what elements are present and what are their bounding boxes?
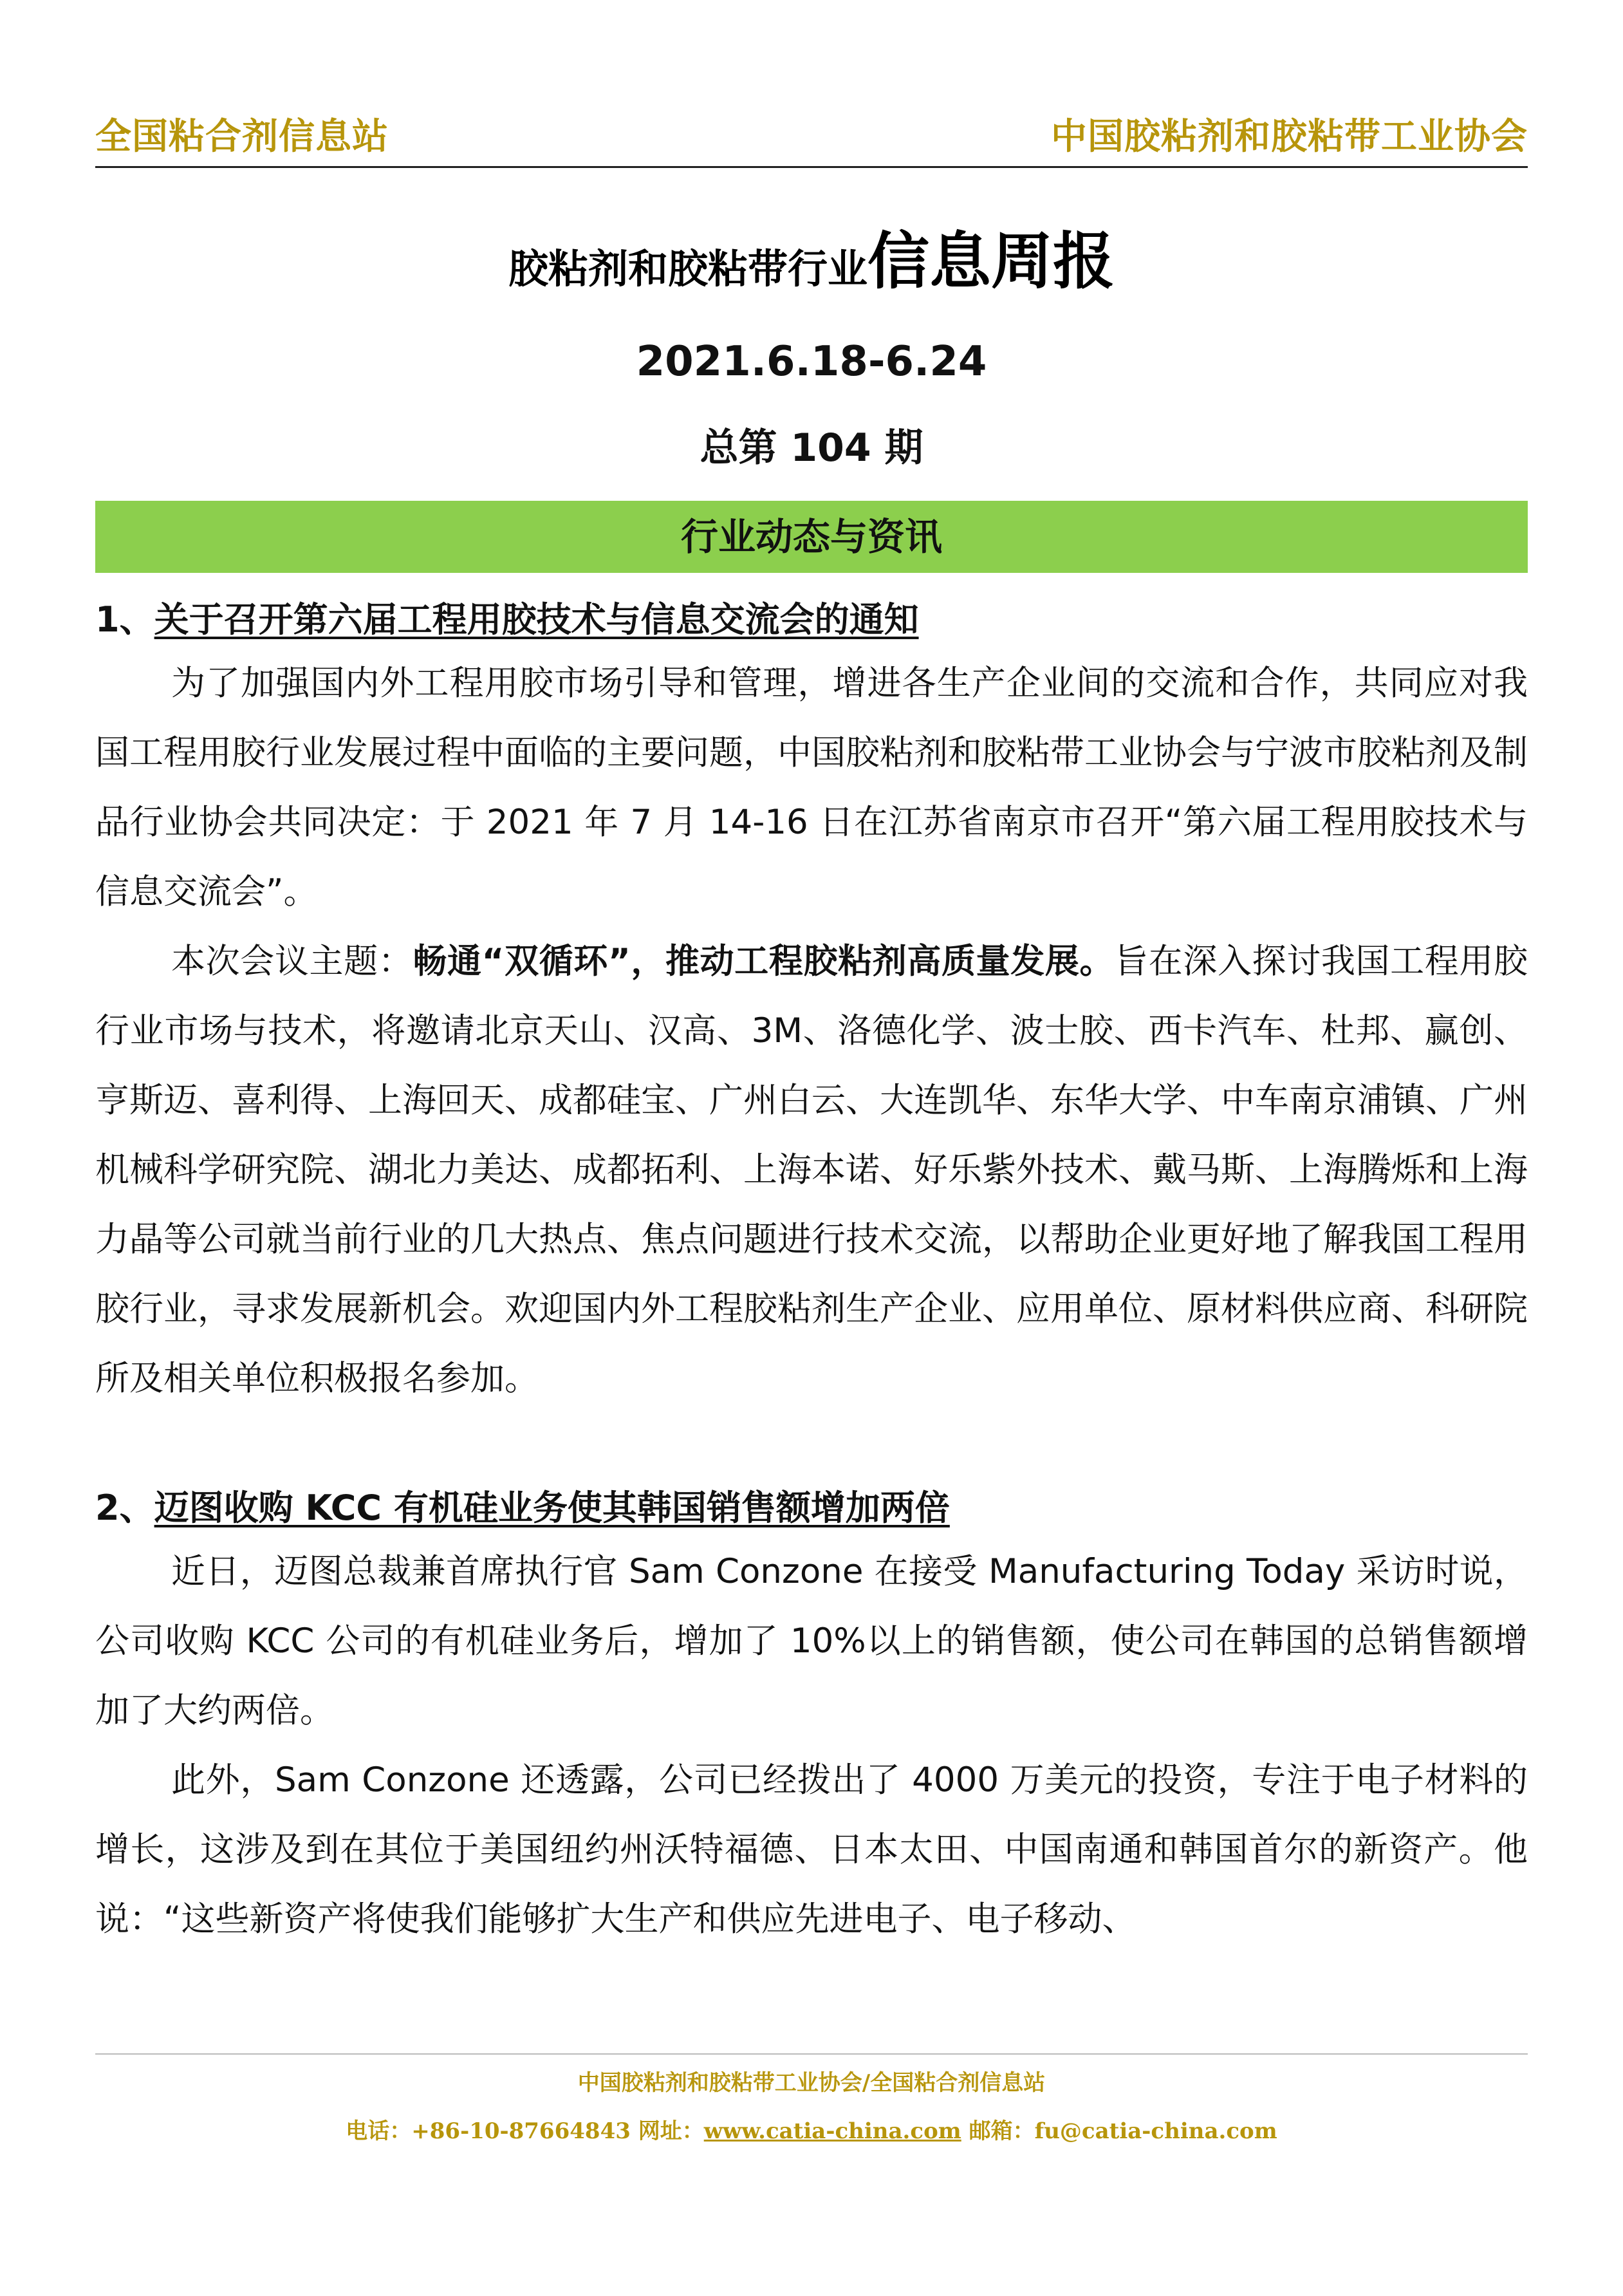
- header-left-title: 全国粘合剂信息站: [95, 115, 389, 158]
- article-2-heading: [95, 1480, 1528, 1530]
- article-1-p2-lead: 本次会议主题：: [171, 942, 413, 981]
- article-2-paragraph-2: 此外，Sam Conzone 还透露，公司已经拨出了 4000 万美元的投资，专注于电子材料的增长，这涉及到在其位于美国纽约州沃特福德、日本太田、中国南通和韩国首尔的新资产。他说：“这些新资产将使我们能够扩大生产和供应先进电子、电子移动、: [95, 1760, 1528, 1939]
- footer-organization: 中国胶粘剂和胶粘带工业协会/全国粘合剂信息站: [577, 2070, 1046, 2096]
- date-range: 2021.6.18-6.24: [636, 338, 987, 386]
- website-label: 网址：: [638, 2118, 704, 2144]
- article-1-number: 1、: [95, 599, 154, 640]
- issue-number: 总第 104 期: [700, 425, 923, 471]
- article-1-heading: [95, 592, 1528, 642]
- section-band: 行业动态与资讯: [95, 501, 1528, 573]
- article-2-title: 迈图收购 KCC 有机硅业务使其韩国销售额增加两倍: [154, 1488, 950, 1528]
- report-title: [0, 212, 1623, 301]
- report-title-big: 信息周报: [867, 225, 1115, 297]
- article-1-title: 关于召开第六届工程用胶技术与信息交流会的通知: [154, 599, 919, 640]
- footer-divider: [95, 2053, 1528, 2055]
- page-header: [95, 109, 1528, 168]
- footer-contact: [0, 2113, 1623, 2145]
- phone-label: 电话：: [346, 2118, 412, 2144]
- article-1-paragraph-2: [95, 927, 1528, 1414]
- email-label: 邮箱：: [969, 2118, 1035, 2144]
- article-1-paragraph-1: 为了加强国内外工程用胶市场引导和管理，增进各生产企业间的交流和合作，共同应对我国工程用胶行业发展过程中面临的主要问题，中国胶粘剂和胶粘带工业协会与宁波市胶粘剂及制品行业协会共同决定：于 2021 年 7 月 14-16 日在江苏省南京市召开“第六届工程用胶技术与信息交流会”。: [95, 664, 1528, 911]
- phone-number: +86-10-87664843: [411, 2118, 631, 2144]
- article-2-number: 2、: [95, 1488, 154, 1528]
- article-1-p2-rest: 旨在深入探讨我国工程用胶行业市场与技术，将邀请北京天山、汉高、3M、洛德化学、波士胶、西卡汽车、杜邦、赢创、亨斯迈、喜利得、上海回天、成都硅宝、广州白云、大连凯华、东华大学、中车南京浦镇、广州机械科学研究院、湖北力美达、成都拓利、上海本诺、好乐紫外技术、戴马斯、上海腾烁和上海力晶等公司就当前行业的几大热点、焦点问题进行技术交流，以帮助企业更好地了解我国工程用胶行业，寻求发展新机会。欢迎国内外工程胶粘剂生产企业、应用单位、原材料供应商、科研院所及相关单位积极报名参加。: [95, 942, 1528, 1398]
- article-2-paragraph-1: 近日，迈图总裁兼首席执行官 Sam Conzone 在接受 Manufacturing Today 采访时说，公司收购 KCC 公司的有机硅业务后，增加了 10%以上的销售额，使公司在韩国的总销售额增加了大约两倍。: [95, 1552, 1528, 1730]
- header-right-title: 中国胶粘剂和胶粘带工业协会: [1051, 115, 1528, 158]
- report-title-small: 胶粘剂和胶粘带行业: [508, 245, 867, 292]
- email-address[interactable]: fu@catia-china.com: [1034, 2118, 1277, 2144]
- article-1-p2-theme: 畅通“双循环”，推动工程胶粘剂高质量发展。: [413, 942, 1115, 981]
- website-link[interactable]: www.catia-china.com: [703, 2118, 961, 2144]
